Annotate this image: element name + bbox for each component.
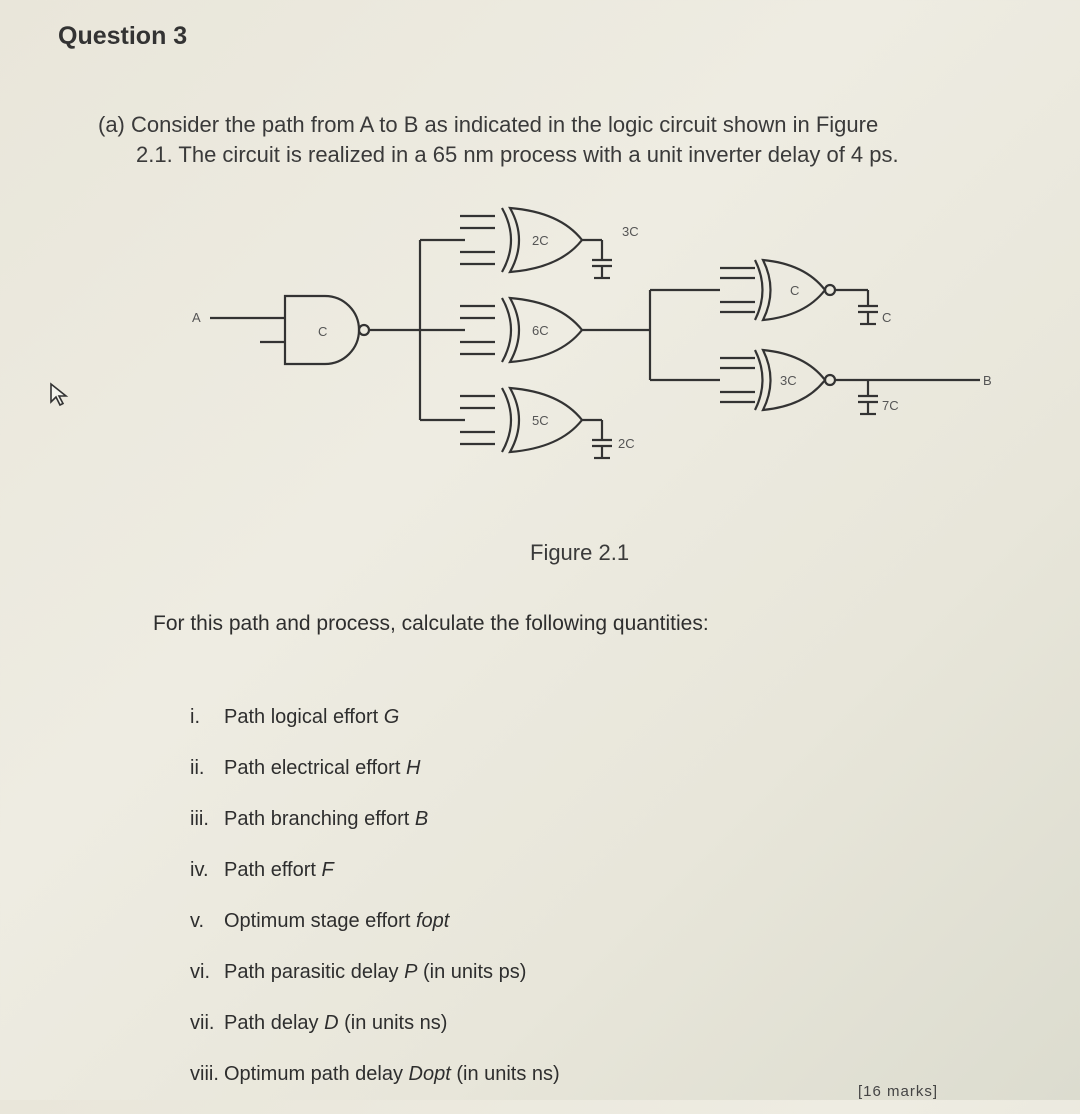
gate-top-back bbox=[502, 208, 511, 272]
cap-top-label: 3C bbox=[622, 224, 639, 239]
figure-caption: Figure 2.1 bbox=[530, 540, 630, 565]
list-item: iii. Path branching effort B bbox=[190, 808, 429, 830]
list-item: viii. Optimum path delay Dopt (in units ns) bbox=[190, 1063, 560, 1085]
question-heading: Question 3 bbox=[58, 22, 188, 50]
output-label-b: B bbox=[983, 373, 992, 388]
list-item: iv. Path effort F bbox=[190, 859, 334, 881]
input-label-a: A bbox=[192, 310, 201, 325]
gate-bot-size-label: 5C bbox=[532, 413, 549, 428]
gate-right-1-size-label: C bbox=[790, 283, 800, 298]
instruction-text: For this path and process, calculate the following quantities: bbox=[153, 612, 709, 635]
cap-right-2-label: 7C bbox=[882, 398, 899, 413]
gate-right-2-size-label: 3C bbox=[780, 373, 797, 388]
nand-size-label: C bbox=[318, 324, 328, 339]
list-item: vii. Path delay D (in units ns) bbox=[190, 1012, 448, 1034]
right-gate-1-bubble bbox=[825, 285, 835, 295]
cap-right-1-label: C bbox=[882, 310, 892, 325]
intro-line-2: 2.1. The circuit is realized in a 65 nm process with a unit inverter delay of 4 ps. bbox=[136, 142, 899, 167]
question-intro bbox=[98, 110, 1028, 170]
gate-mid-size-label: 6C bbox=[532, 323, 549, 338]
marks-label: [16 marks] bbox=[858, 1083, 939, 1100]
nand-bubble bbox=[359, 325, 369, 335]
right-gate-2-bubble bbox=[825, 375, 835, 385]
list-item: vi. Path parasitic delay P (in units ps) bbox=[190, 961, 527, 983]
intro-line-1: (a) Consider the path from A to B as indicated in the logic circuit shown in Figure bbox=[98, 112, 879, 137]
mouse-cursor-icon bbox=[48, 382, 70, 408]
logic-circuit-figure bbox=[190, 190, 830, 490]
gate-top-size-label: 2C bbox=[532, 233, 549, 248]
list-item: i. Path logical effort G bbox=[190, 706, 400, 728]
list-item: v. Optimum stage effort fopt bbox=[190, 910, 450, 932]
list-item: ii. Path electrical effort H bbox=[190, 757, 421, 779]
cap-bot-label: 2C bbox=[618, 436, 635, 451]
question-list bbox=[190, 706, 560, 1114]
circuit-output-stage bbox=[820, 270, 1000, 440]
